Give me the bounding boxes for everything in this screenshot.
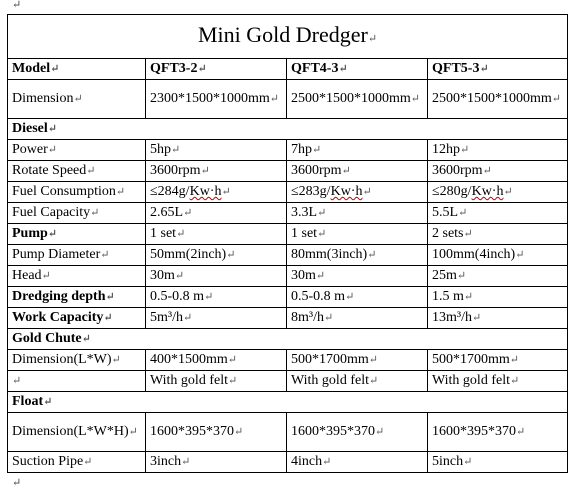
- row-value: 7hp↵: [287, 140, 428, 161]
- table-row: [8, 308, 568, 329]
- header-model: QFT3-2↵: [146, 59, 287, 80]
- row-label: Fuel Capacity↵: [8, 203, 146, 224]
- row-value: 3600rpm↵: [146, 161, 287, 182]
- row-value: ≤283g/Kw·h↵: [287, 182, 428, 203]
- section-row-float: [8, 392, 568, 413]
- row-value: 3600rpm↵: [287, 161, 428, 182]
- row-label: Dimension(L*W*H)↵: [8, 413, 146, 452]
- table-row: [8, 182, 568, 203]
- row-label: Head↵: [8, 266, 146, 287]
- table-row: [8, 140, 568, 161]
- table-row: [8, 452, 568, 473]
- row-value: With gold felt↵: [146, 371, 287, 392]
- row-value: 30m↵: [287, 266, 428, 287]
- row-value: 2.65L↵: [146, 203, 287, 224]
- row-value: With gold felt↵: [428, 371, 568, 392]
- row-value: 13m³/h↵: [428, 308, 568, 329]
- table-row: [8, 266, 568, 287]
- row-value: ≤284g/Kw·h↵: [146, 182, 287, 203]
- row-value: 2500*1500*1000mm↵: [287, 80, 428, 119]
- table-row: [8, 224, 568, 245]
- row-label: Rotate Speed↵: [8, 161, 146, 182]
- table-row: [8, 80, 568, 119]
- table-row: [8, 350, 568, 371]
- row-value: 1600*395*370↵: [146, 413, 287, 452]
- paragraph-mark-top: ↵: [12, 0, 22, 11]
- row-value: 3inch↵: [146, 452, 287, 473]
- table-row: [8, 413, 568, 452]
- row-label: Pump Diameter↵: [8, 245, 146, 266]
- row-value: 12hp↵: [428, 140, 568, 161]
- row-value: 5.5L↵: [428, 203, 568, 224]
- row-value: 1 set↵: [146, 224, 287, 245]
- row-value: 80mm(3inch)↵: [287, 245, 428, 266]
- section-row-diesel: [8, 119, 568, 140]
- table-row: [8, 203, 568, 224]
- row-value: 500*1700mm↵: [428, 350, 568, 371]
- row-value: 3.3L↵: [287, 203, 428, 224]
- table-row: [8, 371, 568, 392]
- row-label: Fuel Consumption↵: [8, 182, 146, 203]
- row-value: 0.5-0.8 m↵: [287, 287, 428, 308]
- row-label: ↵: [8, 371, 146, 392]
- table-row: [8, 287, 568, 308]
- row-value: 5hp↵: [146, 140, 287, 161]
- header-label: Model↵: [8, 59, 146, 80]
- section-row-gold-chute: [8, 329, 568, 350]
- section-heading: Float↵: [8, 392, 568, 413]
- row-label: Dimension(L*W)↵: [8, 350, 146, 371]
- row-value: 2 sets↵: [428, 224, 568, 245]
- table-title-cell: Mini Gold Dredger↵: [8, 15, 568, 59]
- row-value: With gold felt↵: [287, 371, 428, 392]
- table-row: [8, 161, 568, 182]
- paragraph-mark-bottom: ↵: [12, 477, 22, 489]
- header-model: QFT4-3↵: [287, 59, 428, 80]
- row-value: 1600*395*370↵: [428, 413, 568, 452]
- table-row: [8, 245, 568, 266]
- header-model: QFT5-3↵: [428, 59, 568, 80]
- row-label: Power↵: [8, 140, 146, 161]
- section-heading: Diesel↵: [8, 119, 568, 140]
- section-heading: Gold Chute↵: [8, 329, 568, 350]
- row-value: 5inch↵: [428, 452, 568, 473]
- row-label: Dimension↵: [8, 80, 146, 119]
- row-value: 2300*1500*1000mm↵: [146, 80, 287, 119]
- row-value: 2500*1500*1000mm↵: [428, 80, 568, 119]
- table-title: Mini Gold Dredger: [197, 21, 368, 47]
- row-value: 5m³/h↵: [146, 308, 287, 329]
- row-value: 1.5 m↵: [428, 287, 568, 308]
- row-value: 8m³/h↵: [287, 308, 428, 329]
- row-label: Work Capacity↵: [8, 308, 146, 329]
- row-value: 500*1700mm↵: [287, 350, 428, 371]
- row-value: 400*1500mm↵: [146, 350, 287, 371]
- spec-table: [7, 14, 568, 473]
- row-value: 4inch↵: [287, 452, 428, 473]
- row-value: 3600rpm↵: [428, 161, 568, 182]
- row-value: 25m↵: [428, 266, 568, 287]
- header-row: [8, 59, 568, 80]
- row-label: Dredging depth↵: [8, 287, 146, 308]
- row-value: 30m↵: [146, 266, 287, 287]
- row-value: 0.5-0.8 m↵: [146, 287, 287, 308]
- row-label: Suction Pipe↵: [8, 452, 146, 473]
- row-label: Pump↵: [8, 224, 146, 245]
- row-value: 1600*395*370↵: [287, 413, 428, 452]
- row-value: ≤280g/Kw·h↵: [428, 182, 568, 203]
- row-value: 100mm(4inch)↵: [428, 245, 568, 266]
- row-value: 50mm(2inch)↵: [146, 245, 287, 266]
- row-value: 1 set↵: [287, 224, 428, 245]
- title-row: [8, 15, 568, 59]
